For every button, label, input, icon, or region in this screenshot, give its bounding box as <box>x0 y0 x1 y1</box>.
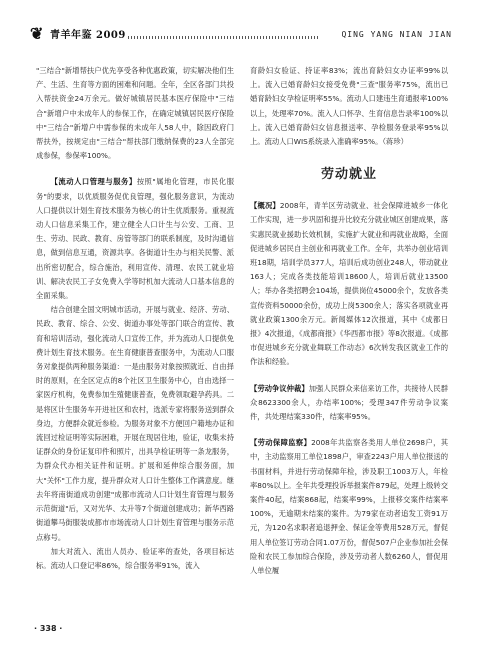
section-tag-arbitration: 【劳动争议仲裁】 <box>250 383 309 393</box>
leaf-logo-icon: ❦ <box>30 24 44 43</box>
yearbook-pinyin: QING YANG NIAN JIAN <box>341 30 452 39</box>
right-paragraph-supervision <box>250 436 448 578</box>
left-paragraph-3: 结合创建全国文明城市活动，开展与就业、经济、劳动、民政、教育、综合、公安、街道办事处等部门联合的宣传、教育和培训活动，强化流动人口宣传工作，并为流动人口提供免费计划生育技术服务。在生育健康普查服务中，为流动人口服务对象提供两种服务渠道：一是由服务对象按照就近、自由择时的原则，在全区定点的8个社区卫生服务中心，自由选择一家医疗机构，免费参加生殖健康普查，免费领取避孕药具。二是将区计生服务车开进社区和农村，选派专家将服务送到群众身边，方便群众就近参检。为服务对象不方便回户籍地办证和流回过检证明等实际困难，开展在现居住地，验证，收集未持证群众的身份证复印件和照片，出具孕检证明等一条龙服务，为群众代办相关证件和证明。扩展和延伸综合服务面，加大"关怀"工作力度，提升群众对人口计生整体工作满意度。继去年将南街道成功创建"成都市流动人口计划生育管理与服务示范街道"后，又对光华、太升等7个街道创建成功；新华西路街道攀马街服装成都市市场流动人口计划生育管理与服务示范点称号。 <box>36 305 234 542</box>
page-number: · 338 · <box>34 624 63 633</box>
right-paragraph-overview <box>250 199 448 369</box>
left-column <box>36 64 234 573</box>
right-column <box>250 64 448 578</box>
section-tag-supervision: 【劳动保障监察】 <box>250 438 312 448</box>
section-tag-floating-population: 【流动人口管理与服务】 <box>50 177 137 187</box>
right-paragraph-overview-text: 2008年，青羊区劳动就业、社会保障进城乡一体化工作实现，进一步巩固和提升比较充分就业城区创建成果，落实惠民就业援助长效机制，实施扩大就业和再就业战略，全面促进城乡居民自主创业和再就业工作。全年，共举办创业培训班18期，培训学员377人，培训后成功创业248人，带动就业163人；完成各类技能培训18600人，培训后就业13500人；举办各类招聘会104场，提供岗位45000余个，发放各类宣传资料50000余份，成功上岗5300余人；落实各项就业再就业政策1300余万元。新闻媒体12次报道，其中《成都日报》4次报道，《成都商报》《华西都市报》等8次报道。《成都市促进城乡充分就业舞联工作动态》6次转发我区就业工作的作法和经验。 <box>250 201 448 367</box>
yearbook-title <box>50 30 126 42</box>
left-paragraph-2 <box>36 175 234 303</box>
right-paragraph-arbitration-text: 加强人民群众来信来访工作，共接待人民群众8623300余人，办结率100%；受理347件劳动争议案件，共处理结案330件，结案率95%。 <box>250 383 449 422</box>
left-paragraph-4: 加大对流入、流出人员办、验证率的查处，各项目标达标。流动人口登记率86%，综合服务率91%，流入 <box>36 546 234 570</box>
section-title-labor-employment: 劳动就业 <box>320 167 377 183</box>
left-paragraph-1: "三结合"新增帮扶户优先享受各种优惠政策，切实解决他们生产、生活、生育等方面的困难和问题。全年，全区各部门共投入帮扶资金24万余元。做好城镇居民基本医疗保险中"三结合"新增户中未成年人的参保工作，在确定城镇居民医疗保险中"三结合"新增户中需参保的未成年人58人中，除因政府门帮扶外，按规定由"三结合"帮扶部门缴纳保费的23人全部完成参保，参保率100%。 <box>36 66 234 161</box>
yearbook-year: 2009 <box>96 30 126 41</box>
right-paragraph-supervision-text: 2008年共监察各类用人单位2698户，其中，主动监察用工单位1898户，审查2243户用人单位报送的书面材料，并进行劳动保障年检，涉及职工1003万人，年检率80%以上。全年共受理投诉举报案件879起，处理上级转交案件40起，结案868起，结案率99%，上报移交案件结案率100%，无逾期未结案的案件。为79家在动者追发工资91万元，为120名求职者追退押金、保证金等费用528万元，督促用人单位签订劳动合同1.07万份，督促507户企业参加社会保险和农民工参加综合保险，涉及劳动者人数6260人，督促用人单位履 <box>250 438 449 576</box>
yearbook-name: 青羊年鉴 <box>50 30 92 41</box>
page-header <box>0 0 480 44</box>
header-dotted-rule <box>128 36 318 39</box>
right-paragraph-arbitration <box>250 382 448 425</box>
section-tag-overview: 【概况】 <box>250 201 280 211</box>
right-paragraph-1: 育龄妇女验证、持证率83%；流出育龄妇女办证率99%以上。流入已婚育龄妇女接受免费"三查"服务率75%，流出已婚育龄妇女孕检证明率55%。流动人口建违生育通报率100%以上，处理率70%。流入人口怀孕、生育信息告录率100%以上。流入已婚育龄妇女信息报送率、孕检服务登录率95%以上。流动人口WIS系统录入准确率95%。（蒋珍） <box>250 66 448 147</box>
left-paragraph-2-text: 按照"属地化管理，市民化服务"的要求，以优质服务促优良管理，强化服务意识，为流动人口提供以计划生育技术服务为核心的计生优质服务。重视流动人口信息采集工作，建立健全人口计生与公安、工商、卫生、劳动、民政、教育、房管等部门的联系制度，及时沟通信息，做到信息互通，资源共享。各街道计生办与相关民警、派出所密切配合，综合施治，利用宣传、清理、农民工就业培训、解决农民工子女免费入学等时机加大流动人口基本信息的全面采集。 <box>36 177 234 301</box>
